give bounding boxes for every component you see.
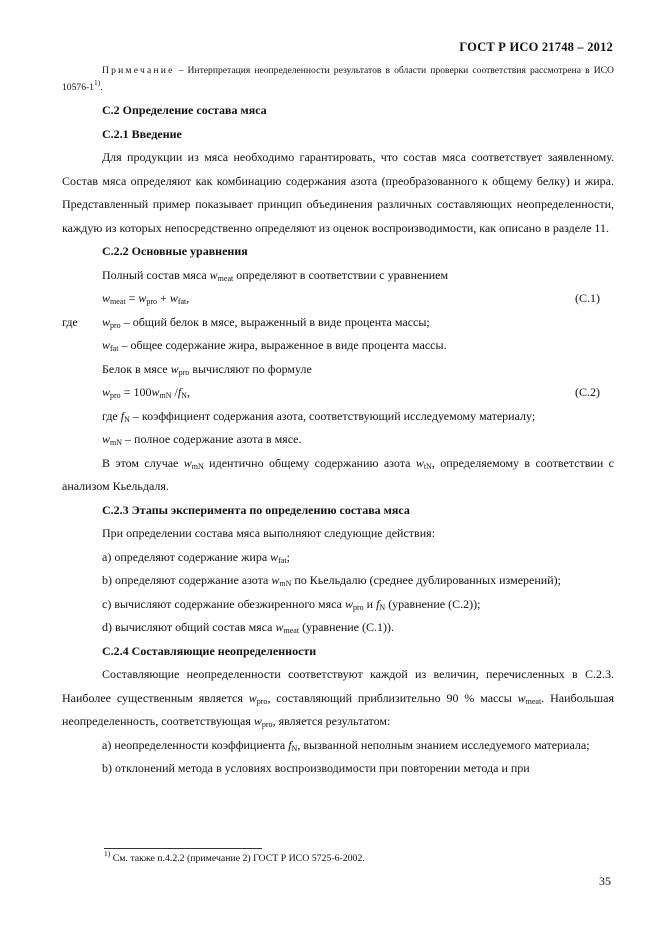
body-text [62, 99, 614, 781]
section-title-c21: C.2.1 Введение [102, 126, 182, 141]
list-item-c: c) вычисляют содержание обезжиренного мяса $w_{pro}$ и $f_N$ (уравнение (C.2)); [102, 596, 481, 612]
uncertainty-item-b: b) отклонений метода в условиях воспроизводимости при повторении метода и при [102, 761, 530, 775]
where-w-pro: где $w_{pro}$ – общий белок в мясе, выраженный в виде процента массы; [62, 314, 430, 330]
note-label: Примечание [102, 65, 175, 76]
where-f-n: где $f_N$ – коэффициент содержания азота, соответствующий исследуемому материалу; [102, 408, 536, 424]
list-item-d: d) вычисляют общий состав мяса $w_{meat}$ (уравнение (C.1)). [102, 620, 394, 635]
running-header: ГОСТ Р ИСО 21748 – 2012 [459, 40, 613, 54]
uncertainty-item-a: a) неопределенности коэффициента $f_N$, вызванной неполным знанием исследуемого материала; [102, 737, 590, 753]
section-title-c22: C.2.2 Основные уравнения [102, 244, 248, 258]
equation-c1: $w_{meat} = w_{pro} + w_{fat}$, (C.1) [62, 287, 614, 311]
meat-composition-intro: Полный состав мяса $w_{meat}$ определяют в соответствии с уравнением [102, 267, 449, 283]
note-footnote-ref[interactable]: 1) [93, 78, 101, 87]
protein-intro: Белок в мясе $w_{pro}$ вычисляют по формуле [102, 361, 312, 377]
where-w-mn: $w_{mN}$ – полное содержание азота в мясе. [102, 432, 302, 447]
footnote [104, 849, 365, 864]
list-item-a: a) определяют содержание жира $w_{fat}$; [102, 549, 290, 565]
note-text: – Интерпретация неопределенности результатов в области проверки соответствия рассмотрена в ИСО 10576-1 [62, 65, 614, 93]
equation-number-c2: (C.2) [575, 385, 600, 399]
note-paragraph: Примечание – Интерпретация неопределенности результатов в области проверки соответствия рассмотрена в ИСО 10576-1$^{1)}$. [62, 65, 614, 93]
where-w-fat: $w_{fat}$ – общее содержание жира, выраженное в виде процента массы. [102, 338, 447, 353]
page-number: 35 [599, 874, 611, 888]
footnote-text: См. также п.4.2.2 (примечание 2) ГОСТ Р ИСО 5725-6-2002. [110, 853, 365, 864]
section-title-c24: C.2.4 Составляющие неопределенности [102, 643, 317, 658]
section-title-c23: C.2.3 Этапы эксперимента по определению состава мяса [102, 502, 410, 517]
footnote-mark: 1) [104, 849, 111, 858]
kjeldahl-paragraph: В этом случае $w_{mN}$ идентично общему содержанию азота $w_{tN}$, определяемому в соответствии с анализом Кьельдаля. [62, 455, 614, 493]
section-title-c2: C.2 Определение состава мяса [102, 103, 267, 117]
uncertainty-paragraph: Составляющие неопределенности соответствуют каждой из величин, перечисленных в C.2.3. Наиболее существенным является $w_{pro}$, составляющий приблизительно 90 % массы $w_{meat}$. Наибольшая неопределенность, соответствующая $w_{pro}$, является результатом: [62, 667, 614, 729]
equation-c2: $w_{pro} = 100w_{mN}$ $/f_N$, (C.2) [62, 381, 614, 405]
list-item-b: b) определяют содержание азота $w_{mN}$ по Кьельдалю (среднее дублированных измерений); [102, 573, 561, 588]
footnote-divider [104, 848, 262, 849]
equation-number-c1: (C.1) [575, 291, 600, 305]
intro-paragraph: Для продукции из мяса необходимо гарантировать, что состав мяса соответствует заявленному. Состав мяса определяют как комбинацию содержания азота (преобразованного к общему белку) и жира. Представленный пример показывает принцип объединения различных составляющих неопределенности, каждую из которых непосредственно определяют из оценок воспроизводимости, как описано в разделе 11. [62, 150, 614, 235]
steps-intro: При определении состава мяса выполняют следующие действия: [102, 526, 435, 540]
